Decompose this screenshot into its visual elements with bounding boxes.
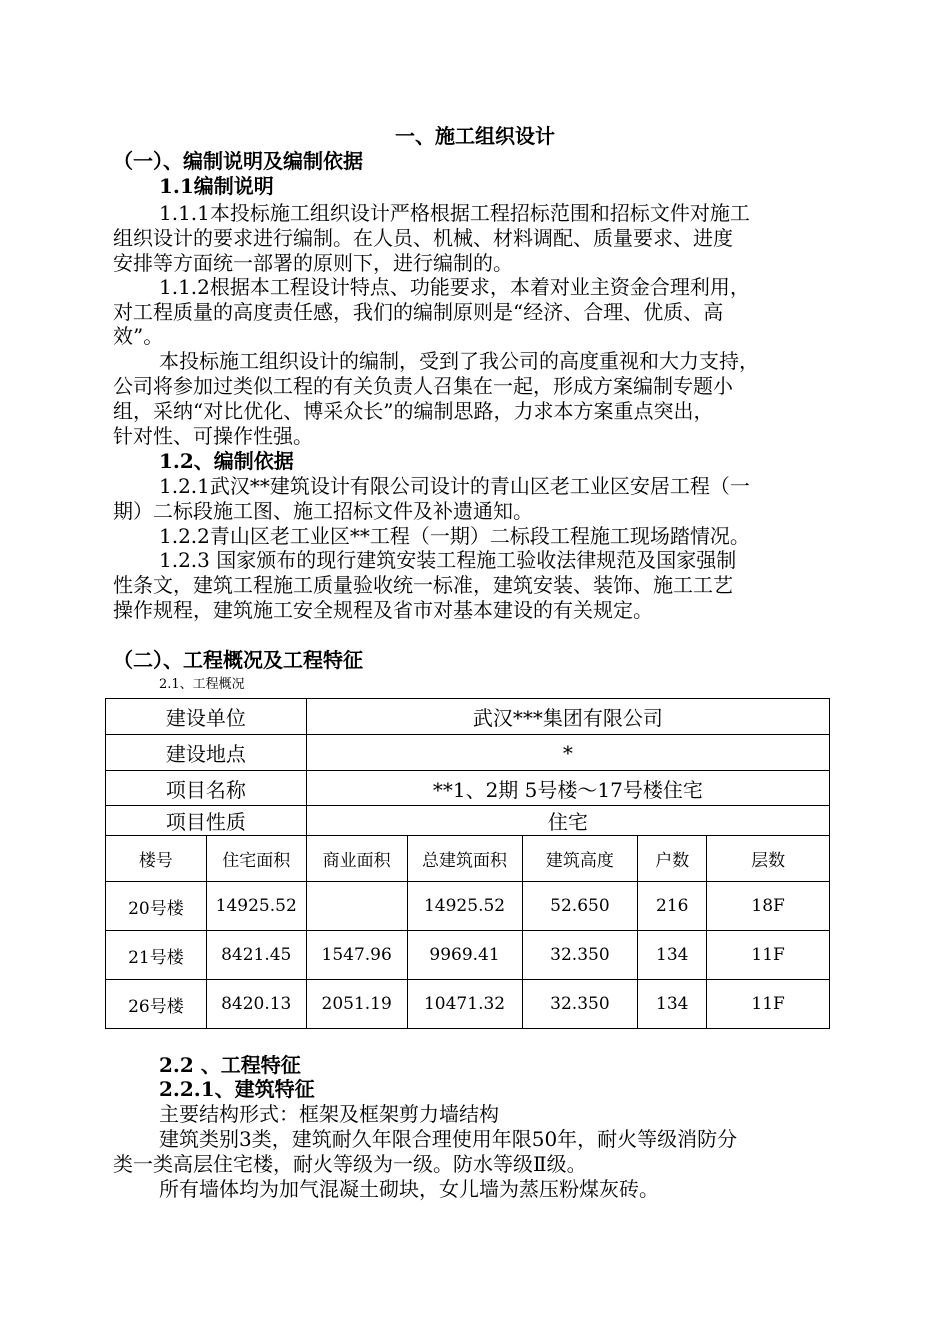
- table-row: [106, 735, 830, 771]
- info-value: 武汉***集团有限公司: [306, 699, 829, 735]
- paragraph-line: 主要结构形式：框架及框架剪力墙结构: [159, 1102, 499, 1126]
- table-row: [106, 699, 830, 735]
- table-cell: 20号楼: [106, 882, 207, 931]
- paragraph-line: 操作规程，建筑施工安全规程及省市对基本建设的有关规定。: [113, 598, 653, 622]
- project-overview-table: [105, 698, 830, 1029]
- table-cell: 52.650: [522, 882, 638, 931]
- column-header: 建筑高度: [522, 836, 638, 882]
- s1-2-heading: 1.2、编制依据: [159, 449, 294, 473]
- s1-1-heading: 1.1编制说明: [159, 174, 274, 198]
- paragraph-line: 组，采纳“对比优化、博采众长”的编制思路，力求本方案重点突出，: [113, 399, 714, 423]
- info-label: 建设单位: [106, 699, 307, 735]
- table-cell: 10471.32: [407, 980, 522, 1029]
- table-cell: [306, 882, 407, 931]
- table-cell: 1547.96: [306, 931, 407, 980]
- table-cell: 32.350: [522, 931, 638, 980]
- paragraph-line: 针对性、可操作性强。: [113, 424, 313, 448]
- paragraph-line: 1.1.2根据本工程设计特点、功能要求，本着对业主资金合理利用，: [159, 275, 750, 299]
- s2-1-label: 2.1、工程概况: [159, 677, 245, 692]
- section1-heading: （一）、编制说明及编制依据: [113, 149, 363, 173]
- table-cell: 11F: [707, 931, 830, 980]
- table-cell: 134: [638, 931, 707, 980]
- paragraph-line: 期）二标段施工图、施工招标文件及补遗通知。: [113, 499, 533, 523]
- table-cell: 2051.19: [306, 980, 407, 1029]
- paragraph-line: 类一类高层住宅楼，耐火等级为一级。防水等级Ⅱ级。: [113, 1152, 587, 1176]
- table-row: [106, 882, 830, 931]
- page-title: 一、施工组织设计: [395, 124, 555, 148]
- table-cell: 8420.13: [206, 980, 306, 1029]
- paragraph-line: 性条文，建筑工程施工质量验收统一标准，建筑安装、装饰、施工工艺: [113, 573, 733, 597]
- table-cell: 14925.52: [407, 882, 522, 931]
- table-cell: 216: [638, 882, 707, 931]
- paragraph-line: 安排等方面统一部署的原则下，进行编制的。: [113, 251, 513, 275]
- paragraph-line: 所有墙体均为加气混凝土砌块，女儿墙为蒸压粉煤灰砖。: [159, 1177, 659, 1201]
- paragraph-line: 1.2.1武汉**建筑设计有限公司设计的青山区老工业区安居工程（一: [159, 474, 750, 498]
- paragraph-line: 公司将参加过类似工程的有关负责人召集在一起，形成方案编制专题小: [113, 374, 733, 398]
- paragraph-line: 本投标施工组织设计的编制，受到了我公司的高度重视和大力支持，: [159, 349, 759, 373]
- table-row: [106, 980, 830, 1029]
- info-value: *: [306, 735, 829, 771]
- table-cell: 14925.52: [206, 882, 306, 931]
- column-header: 住宅面积: [206, 836, 306, 882]
- info-label: 建设地点: [106, 735, 307, 771]
- table-cell: 11F: [707, 980, 830, 1029]
- table-header-row: [106, 836, 830, 882]
- s2-2-1-heading: 2.2.1、建筑特征: [159, 1077, 315, 1101]
- table-cell: 8421.45: [206, 931, 306, 980]
- table-cell: 18F: [707, 882, 830, 931]
- info-value: **1、2期 5号楼～17号楼住宅: [306, 771, 829, 806]
- paragraph-line: 对工程质量的高度责任感，我们的编制原则是“经济、合理、优质、高: [113, 300, 724, 324]
- table-row: [106, 771, 830, 806]
- section2-heading: （二）、工程概况及工程特征: [113, 648, 363, 672]
- table-cell: 32.350: [522, 980, 638, 1029]
- info-label: 项目名称: [106, 771, 307, 806]
- s2-2-heading: 2.2 、工程特征: [159, 1053, 301, 1077]
- table-row: [106, 931, 830, 980]
- table-cell: 9969.41: [407, 931, 522, 980]
- info-label: 项目性质: [106, 806, 307, 836]
- paragraph-line: 建筑类别3类，建筑耐久年限合理使用年限50年，耐火等级消防分: [159, 1127, 738, 1151]
- paragraph-line: 1.1.1本投标施工组织设计严格根据工程招标范围和招标文件对施工: [159, 201, 750, 225]
- table-cell: 134: [638, 980, 707, 1029]
- column-header: 商业面积: [306, 836, 407, 882]
- column-header: 总建筑面积: [407, 836, 522, 882]
- paragraph-line: 效”。: [113, 324, 164, 348]
- column-header: 楼号: [106, 836, 207, 882]
- table-cell: 21号楼: [106, 931, 207, 980]
- paragraph-line: 1.2.2青山区老工业区**工程（一期）二标段工程施工现场踏情况。: [159, 524, 750, 548]
- paragraph-line: 1.2.3 国家颁布的现行建筑安装工程施工验收法律规范及国家强制: [159, 548, 737, 572]
- table-row: [106, 806, 830, 836]
- column-header: 层数: [707, 836, 830, 882]
- column-header: 户数: [638, 836, 707, 882]
- info-value: 住宅: [306, 806, 829, 836]
- paragraph-line: 组织设计的要求进行编制。在人员、机械、材料调配、质量要求、进度: [113, 226, 733, 250]
- table-cell: 26号楼: [106, 980, 207, 1029]
